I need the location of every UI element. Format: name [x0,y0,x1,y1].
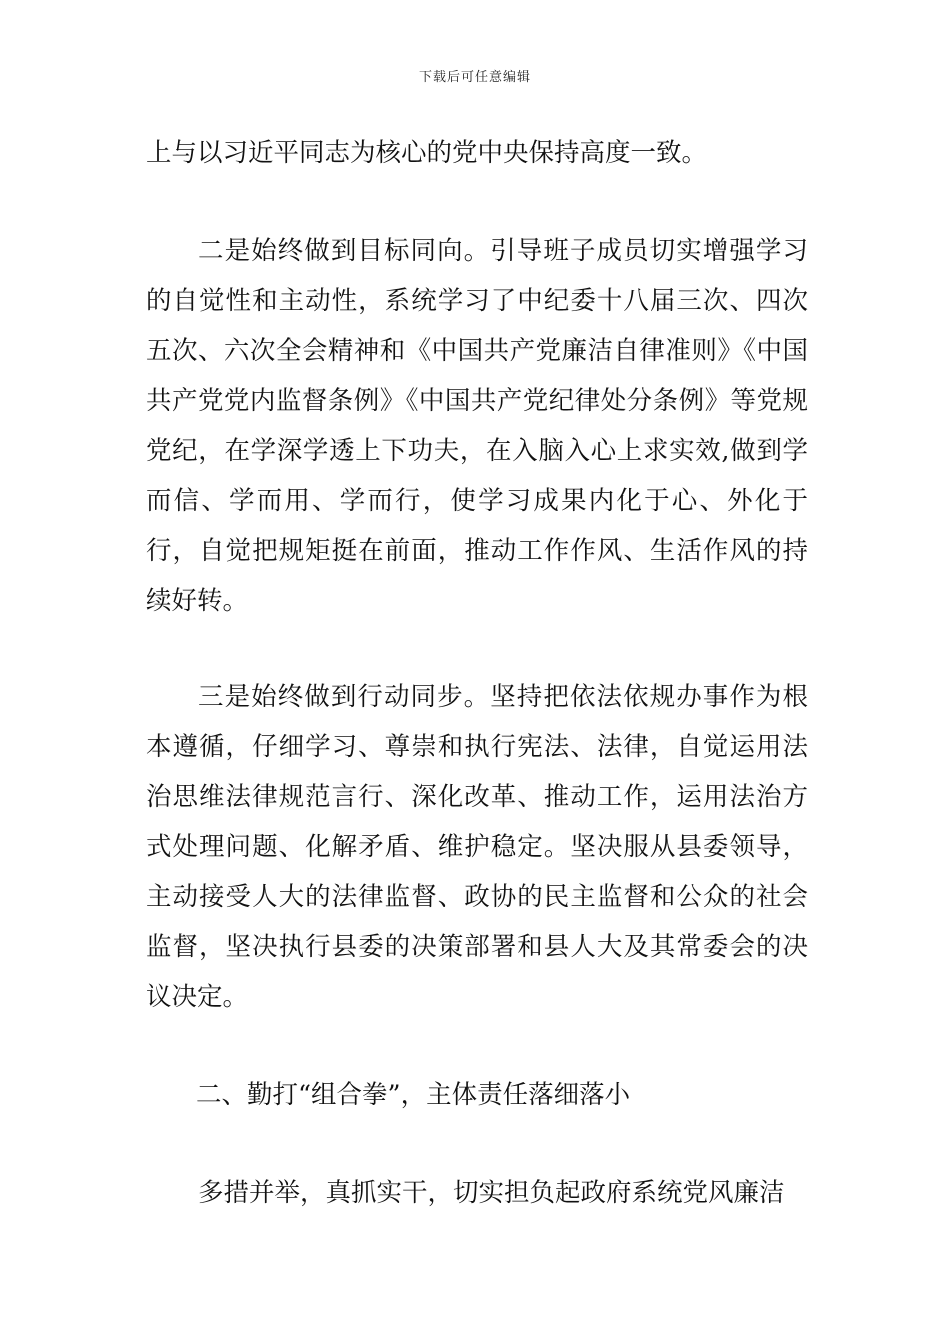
paragraph-measures: 多措并举，真抓实干，切实担负起政府系统党风廉洁 [198,1178,785,1208]
paragraph-continuation: 上与以习近平同志为核心的党中央保持高度一致。 [146,138,708,168]
paragraph-action-sync: 三是始终做到行动同步。坚持把依法依规办事作为根本遵循，仔细学习、尊崇和执行宪法、法律，自觉运用法治思维法律规范言行、深化改革、推动工作，运用法治方式处理问题、化解矛盾、维护稳定。坚决服从县委领导，主动接受人大的法律监督、政协的民主监督和公众的社会监督，坚决执行县委的决策部署和县人大及其常委会的决议决定。 [146,682,808,1012]
page-header-note: 下载后可任意编辑 [418,70,531,85]
section-heading: 二、勤打“组合拳”，主体责任落细落小 [196,1080,631,1110]
paragraph-goal-alignment: 二是始终做到目标同向。引导班子成员切实增强学习的自觉性和主动性，系统学习了中纪委十八届三次、四次五次、六次全会精神和《中国共产党廉洁自律准则》《中国共产党党内监督条例》《中国共产党纪律处分条例》等党规党纪，在学深学透上下功夫，在入脑入心上求实效,做到学而信、学而用、学而行，使学习成果内化于心、外化于行，自觉把规矩挺在前面，推动工作作风、生活作风的持续好转。 [146,236,808,616]
